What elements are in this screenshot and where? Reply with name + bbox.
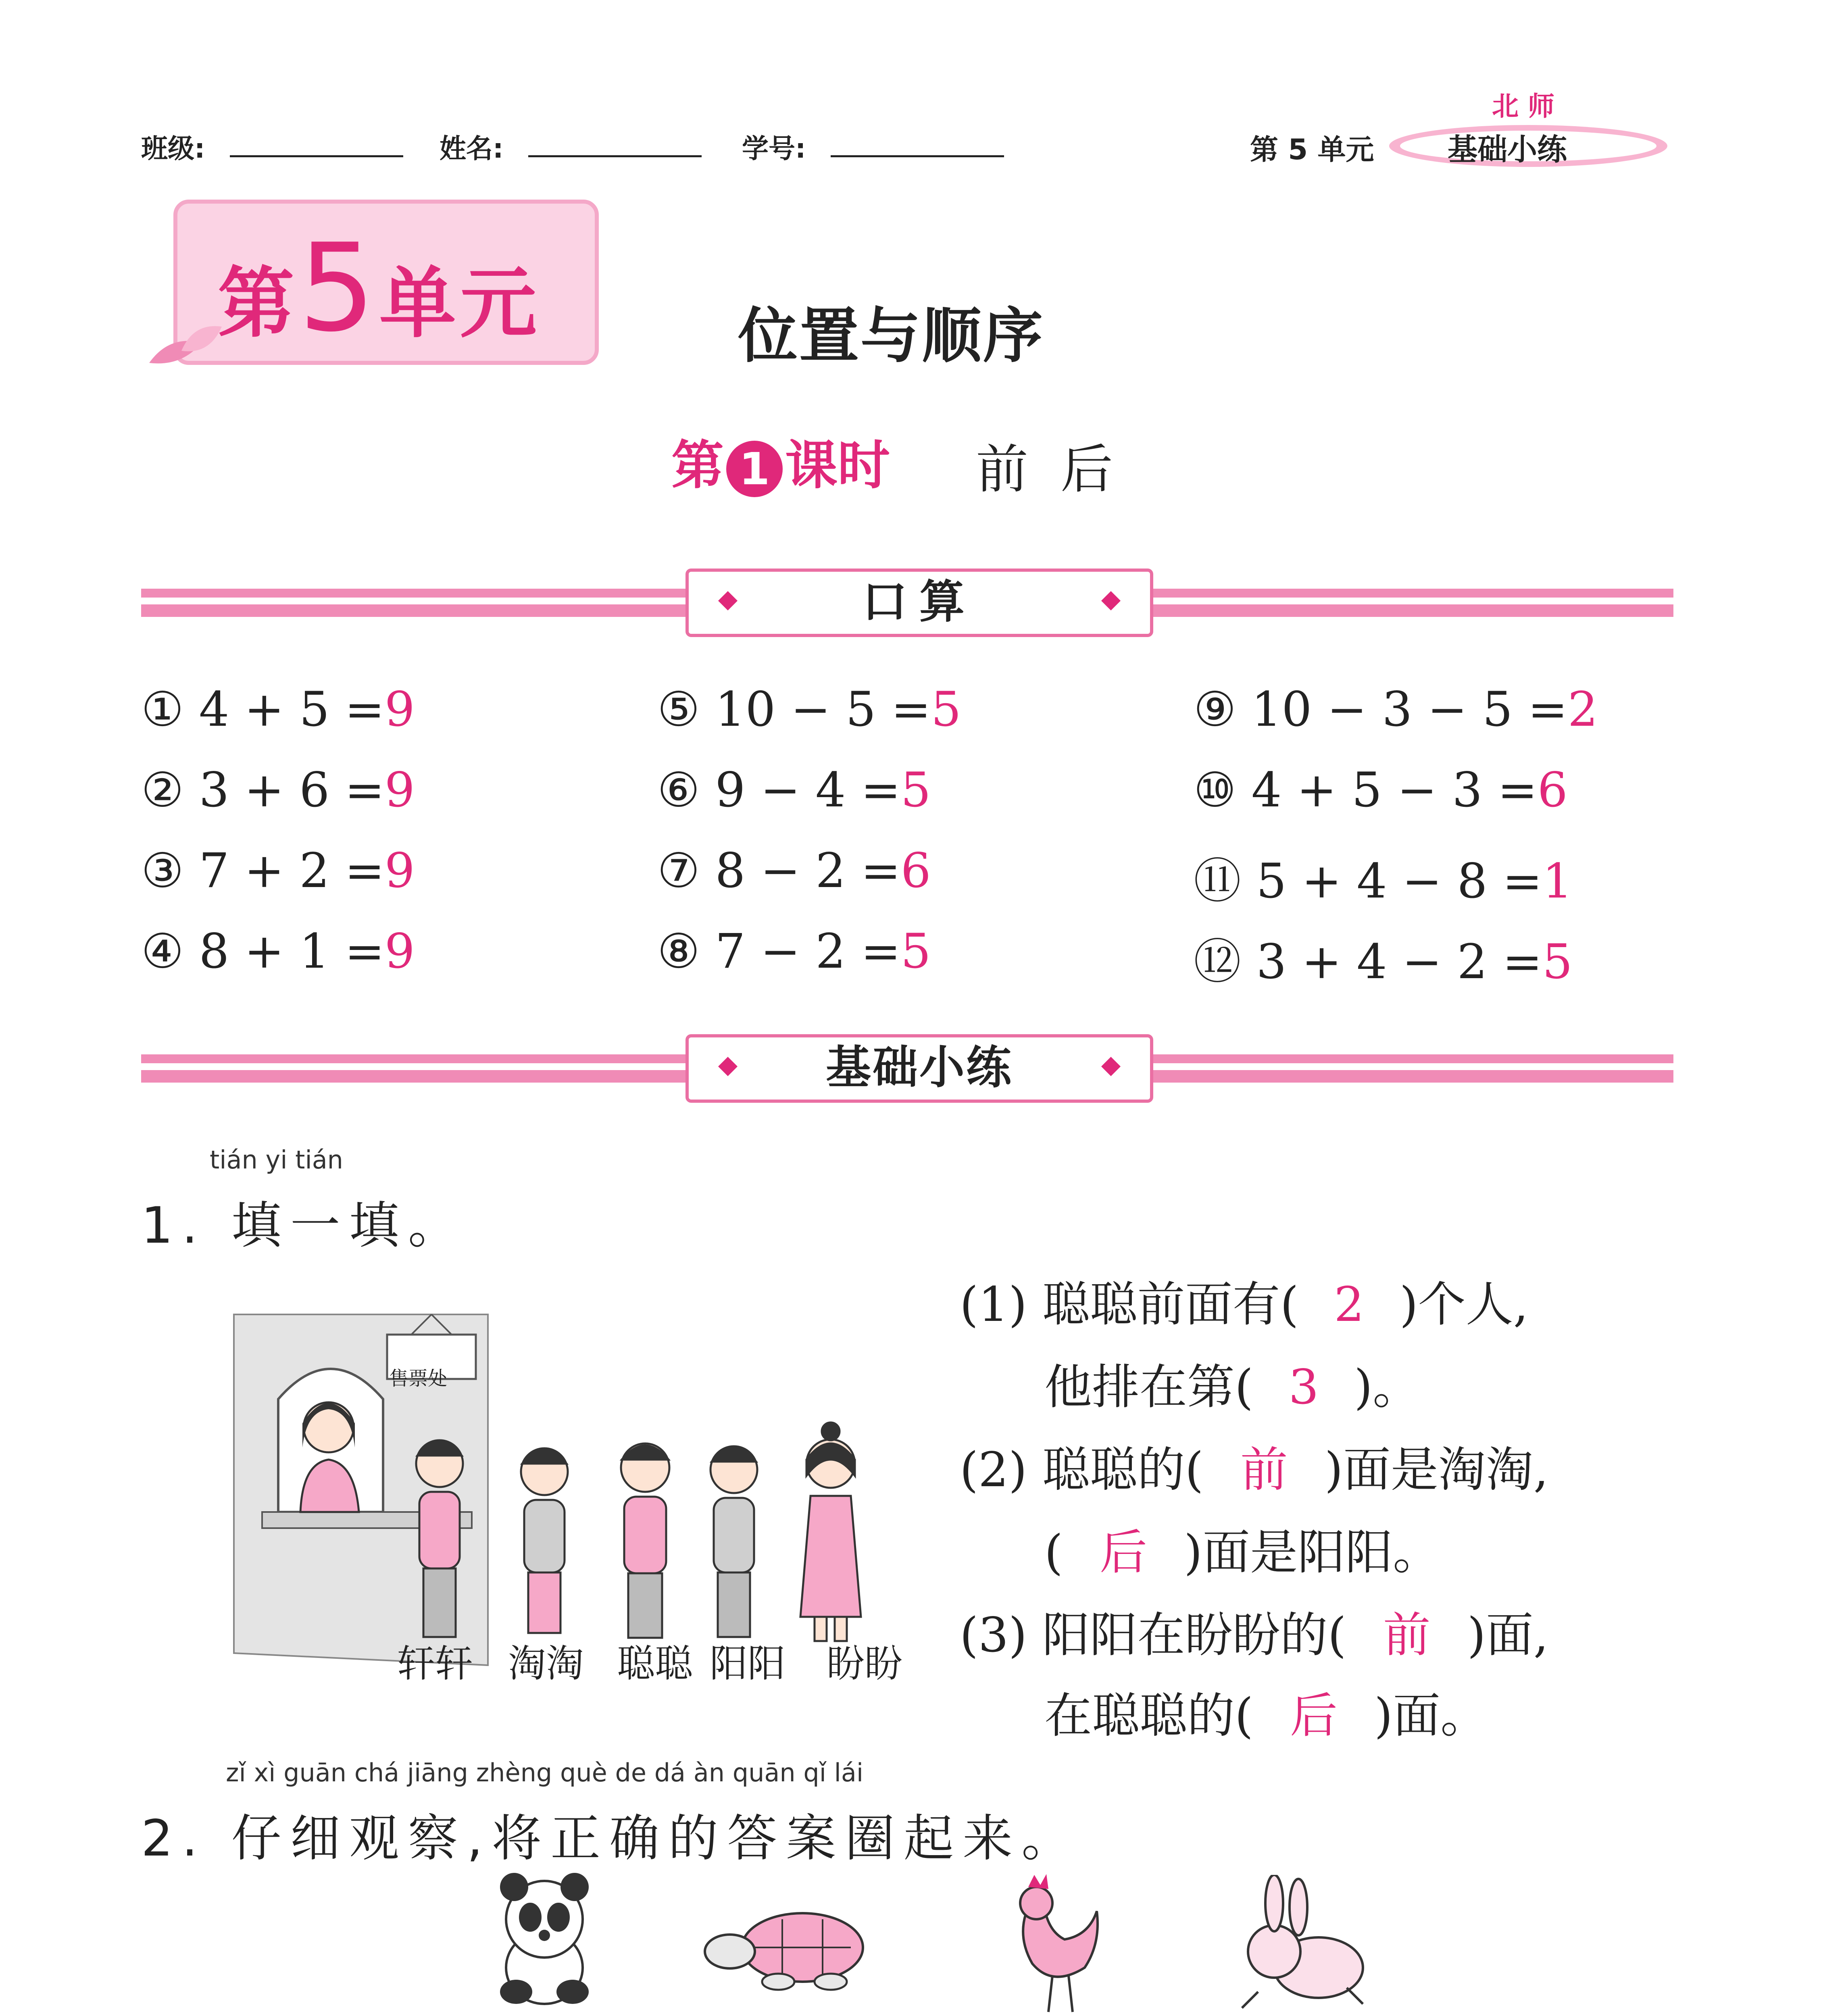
diamond-icon [718,1057,738,1076]
unit-label: 第 5 单元 [1250,133,1374,166]
oral-item-10: ⑩ 4 + 5 − 3 =6 [1194,762,1568,818]
turtle-icon [702,1903,879,1992]
q1-title: 1. 填一填。 [141,1197,467,1255]
oral-answer: 9 [384,923,415,979]
q1-answer-6: 后 [1290,1688,1338,1743]
oral-answer: 1 [1542,853,1573,909]
q1-part3-line1: (3) 阳阳在盼盼的( 前 )面, [960,1597,1548,1665]
rabbit-icon [1234,1875,1371,2016]
q1-pinyin: tián yi tián [210,1145,343,1175]
q1-part2-line1: (2) 聪聪的( 前 )面是淘淘, [960,1431,1548,1500]
q1-answer-4: 后 [1100,1524,1148,1580]
lesson-label [671,423,890,499]
q1-answer-3: 前 [1240,1442,1288,1497]
lesson-number: 1 [726,441,783,497]
oral-answer: 2 [1567,681,1598,737]
class-label: 班级: [141,133,205,164]
oral-item-8: ⑧ 7 − 2 =5 [657,923,931,979]
oral-answer: 5 [931,681,961,737]
oral-item-2: ② 3 + 6 =9 [141,762,415,818]
section-title-practice: 基础小练 [826,1041,1013,1094]
oral-item-12: ⑫ 3 + 4 − 2 =5 [1194,934,1573,989]
oral-item-4: ④ 8 + 1 =9 [141,923,415,979]
diamond-icon [718,591,738,610]
lesson-name: 前后 [976,439,1146,500]
oral-answer: 6 [1537,762,1568,818]
q1-part1-line1: (1) 聪聪前面有( 2 )个人, [960,1277,1529,1332]
section-header-practice [685,1034,1153,1103]
unit-banner-number: 5 [298,218,379,358]
student-id-blank[interactable] [831,155,1004,157]
oral-item-9: ⑨ 10 − 3 − 5 =2 [1194,681,1598,737]
q1-answer-5: 前 [1383,1607,1431,1663]
q1-part3-line2: 在聪聪的( 后 )面。 [1044,1677,1488,1746]
oral-item-7: ⑦ 8 − 2 =6 [657,843,931,898]
name-blank[interactable] [528,155,702,157]
oral-answer: 9 [384,762,415,818]
panda-icon [492,1871,597,2008]
oral-item-5: ⑤ 10 − 5 =5 [657,681,961,737]
q2-pinyin: zǐ xì guān chá jiāng zhèng què de dá àn quān qǐ lái [226,1758,864,1787]
leaf-icon [145,319,226,371]
series-name: 基础小练 [1448,132,1567,167]
diamond-icon [1101,591,1121,610]
page-title: 位置与顺序 [738,301,1044,371]
oral-item-6: ⑥ 9 − 4 =5 [657,762,931,818]
child-name-1: 轩轩 [397,1642,473,1686]
child-name-5: 盼盼 [827,1642,903,1686]
series-top-label: 北 师 [1492,91,1554,122]
oral-item-1: ① 4 + 5 =9 [141,681,415,737]
child-name-4: 阳阳 [710,1642,786,1686]
unit-banner-suffix: 单元 [379,259,541,348]
diamond-icon [1101,1057,1121,1076]
q1-answer-2: 3 [1288,1359,1319,1415]
oral-answer: 5 [1542,934,1573,989]
oral-answer: 9 [384,843,415,898]
class-blank[interactable] [230,155,403,157]
q1-part2-line2: ( 后 )面是阳阳。 [1044,1514,1440,1583]
q2-title: 2. 仔细观察,将正确的答案圈起来。 [141,1810,1081,1868]
child-name-3: 聪聪 [617,1642,693,1686]
unit-banner-prefix: 第 [218,259,299,348]
q1-answer-1: 2 [1334,1277,1365,1332]
q1-part1-line2: 他排在第( 3 )。 [1044,1359,1421,1415]
lesson-suffix: 课时 [785,435,890,496]
student-id-label: 学号: [742,133,806,164]
ticket-office-sign: 售票处 [389,1367,448,1390]
lesson-prefix: 第 [671,435,724,496]
oral-answer: 9 [384,681,415,737]
rooster-icon [996,1871,1113,2016]
oral-answer: 6 [900,843,931,898]
unit-banner-text [218,218,541,358]
oral-item-3: ③ 7 + 2 =9 [141,843,415,898]
name-label: 姓名: [440,133,504,164]
section-header-oral [685,569,1153,637]
oral-answer: 5 [900,762,931,818]
child-name-2: 淘淘 [508,1642,584,1686]
series-logo [1383,121,1673,169]
oral-answer: 5 [900,923,931,979]
oral-item-11: ⑪ 5 + 4 − 8 =1 [1194,853,1573,909]
section-title-oral: 口算 [862,576,977,628]
